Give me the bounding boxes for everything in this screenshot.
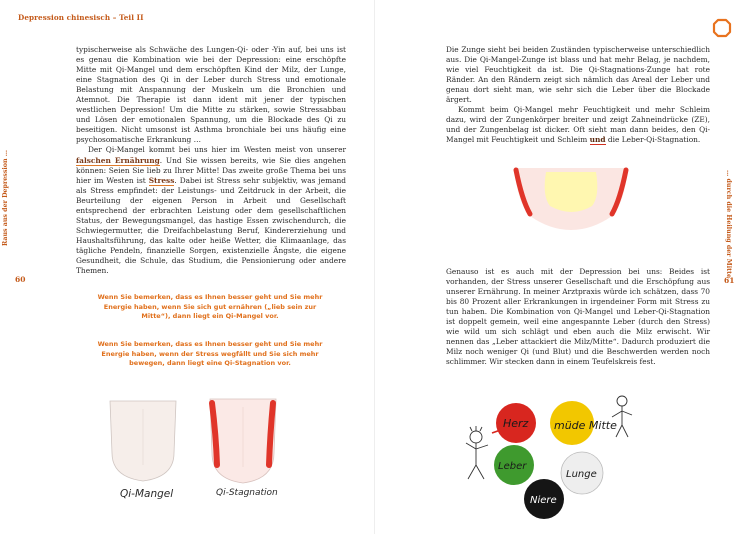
text-segment: Genauso ist es auch mit der Depression bei uns: Beides ist vorhanden, der Stress unserer Gesellschaft und die Erschöpfung aus unserer Ernährung. In meiner Arztpraxis würde ich schätzen, dass 70 bis 80 Prozent aller Erkrankungen in irgendeiner Form mit Stress zu tun haben. Die Kombination von Qi-Mangel und Leber-Qi-Stagnation ist doppelt gemein, weil eine angespannte Leber (durch den Stress) wie wild um sich schlägt und eben auch die Milz erwischt. Wir nennen das „Leber attackiert die Milz/Mitte“. Dadurch produziert die Milz noch weniger Qi (und Blut) und die Beschwerden werden noch schlimmer. Wir stecken dann in einem Teufelskreis fest. [446, 267, 710, 367]
paragraph [446, 45, 710, 105]
stick-figure-left [466, 426, 488, 479]
paragraph [76, 45, 346, 145]
left-page-number: 60 [15, 275, 26, 284]
highlighted-term: Stress [148, 175, 175, 185]
text-segment: Die Zunge sieht bei beiden Zuständen typischerweise unterschiedlich aus. Die Qi-Mangel-Zunge ist blass und hat mehr Belag, je nachdem, wie viel Feuchtigkeit da ist. Die Qi-Stagnations-Zunge hat rote Ränder. An den Rändern zeigt sich nämlich das Areal der Leber und genau dort sieht man, wie sehr sich die Leber über die Blockade ärgert. [446, 45, 710, 105]
running-head: Depression chinesisch – Teil II [18, 13, 144, 22]
label-qi-stagnation: Qi-Stagnation [216, 488, 278, 498]
text-segment: . Und Sie wissen bereits, wie Sie dies angehen können: Seien Sie lieb zu Ihrer Mitte! Das zweite große Thema bei uns hier im Westen ist [76, 155, 346, 185]
tongue-illustrations [100, 395, 300, 505]
qi-mangel-tongue [110, 401, 176, 481]
combined-tongue-illustration [512, 166, 630, 230]
leber-label: Leber [498, 461, 527, 472]
text-segment: typischerweise als Schwäche des Lungen-Qi- oder -Yin auf, bei uns ist es genau die Kombination wie bei der Depression: eine erschöpfte Mitte mit Qi-Mangel und dem erschöpften Kind der Milz, der Lunge, eine Stagnation des Qi in der Leber durch Stress und emotionale Belastung mit Anspannung der Muskeln um die Bronchien und Atemnot. Die Therapie ist dann ident mit jener der typischen westlichen Depression! Um die Mitte zu stärken, sowie Stressabbau und Lösen der emotionalen Spannung, um die Blockade des Qi zu beseitigen. Nicht umsonst ist Asthma bronchiale bei uns häufig eine psychosomatische Erkrankung … [76, 45, 346, 145]
paragraph [446, 267, 710, 367]
octagon-logo-icon [712, 18, 732, 38]
mitte-label: müde Mitte [554, 419, 617, 432]
text-segment: die Leber-Qi-Stagnation. [605, 135, 701, 145]
text-segment: Der Qi-Mangel kommt bei uns hier im Westen meist von unserer [88, 145, 346, 155]
left-side-label: Raus aus der Depression … [2, 149, 9, 246]
highlighted-term: und [589, 135, 606, 145]
paragraph [76, 145, 346, 276]
lunge-label: Lunge [566, 469, 597, 480]
highlighted-term: falschen Ernährung [76, 155, 160, 165]
qi-stagnation-tongue [210, 399, 276, 483]
right-body-text-top [446, 45, 710, 145]
text-segment: Kommt beim Qi-Mangel mehr Feuchtigkeit und mehr Schleim dazu, wird der Zungenkörper breiter und zeigt Zahneindrücke (ZE), und der Zungenbelag ist dicker. Oft sieht man dann beides, den Qi-Mangel mit Feuchtigkeit und Schleim [446, 105, 710, 145]
paragraph [446, 105, 710, 145]
niere-label: Niere [530, 495, 557, 506]
right-page-number: 61 [724, 276, 735, 285]
right-side-label: … durch die Heilung der Mitte [725, 170, 732, 278]
text-segment: . Dabei ist Stress sehr subjektiv, was jemand als Stress empfindet: der Leistungs- und Zeitdruck in der Arbeit, die Beurteilung der eigenen Person in Arbeit und Gesellschaft entsprechend der erbrachten Leistung oder dem gesellschaftlichen Status, der Bewegungsmangel, das hastige Essen zwischendurch, die Schwiegermutter, die Dreifachbelastung Beruf, Kindererziehung und Haushaltsführung, das kalte oder heiße Wetter, die Klimaanlage, das tägliche Pendeln, finanzielle Sorgen, existenzielle Ängste, die eigene Gesundheit, die Schule, das Studium, die Pensionierung oder andere Themen. [76, 175, 346, 276]
five-elements-illustration [462, 393, 640, 521]
label-qi-mangel: Qi-Mangel [120, 488, 174, 500]
left-body-text [76, 45, 346, 276]
right-body-text-bottom [446, 267, 710, 367]
herz-label: Herz [503, 417, 529, 430]
callout-qi-mangel: Wenn Sie bemerken, dass es Ihnen besser geht und Sie mehr Energie haben, wenn Sie sich gut ernähren („lieb sein zur Mitte“), dann liegt ein Qi-Mangel vor. [97, 293, 323, 321]
callout-qi-stagnation: Wenn Sie bemerken, dass es Ihnen besser geht und Sie mehr Energie haben, wenn der Stress wegfällt und Sie sich mehr bewegen, dann liegt eine Qi-Stagnation vor. [97, 340, 323, 368]
